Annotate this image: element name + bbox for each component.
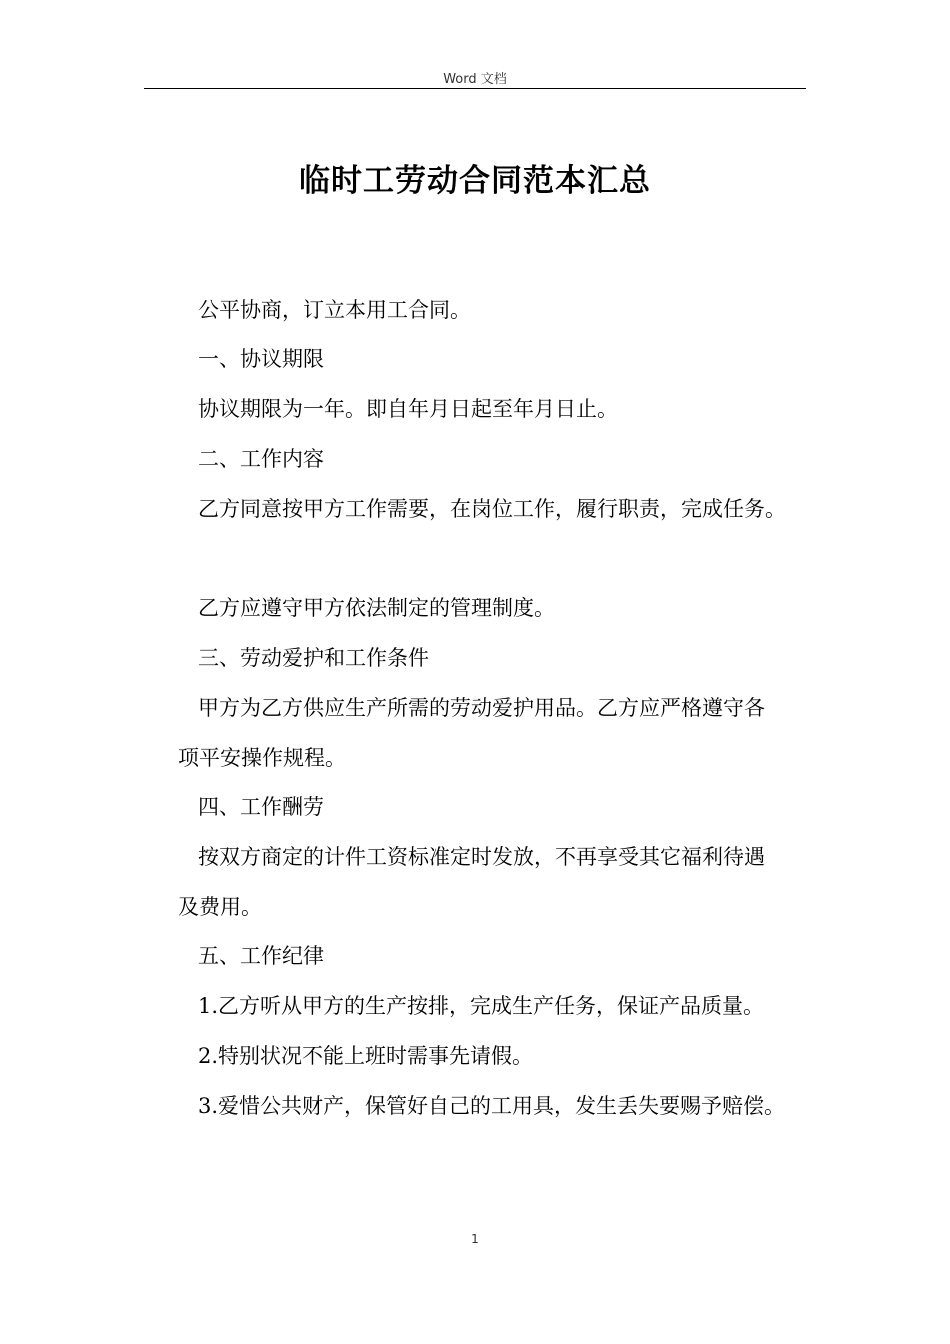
section-heading: 二、工作内容 [198,447,324,471]
page-number: 1 [471,1232,479,1246]
list-item: 1.乙方听从甲方的生产按排，完成生产任务，保证产品质量。 [198,994,765,1018]
paragraph: 公平协商，订立本用工合同。 [198,298,471,322]
paragraph-continuation: 及费用。 [178,895,262,919]
paragraph: 乙方应遵守甲方依法制定的管理制度。 [198,596,555,620]
header-divider [144,88,806,89]
paragraph: 协议期限为一年。即自年月日起至年月日止。 [198,397,618,421]
page-header: Word 文档 [443,72,507,87]
list-item: 3.爱惜公共财产，保管好自己的工用具，发生丢失要赐予赔偿。 [198,1094,786,1118]
section-heading: 四、工作酬劳 [198,795,324,819]
paragraph: 乙方同意按甲方工作需要，在岗位工作，履行职责，完成任务。 [198,497,786,521]
list-item: 2.特别状况不能上班时需事先请假。 [198,1044,534,1068]
document-title: 临时工劳动合同范本汇总 [299,163,651,199]
paragraph-continuation: 项平安操作规程。 [178,746,346,770]
paragraph: 甲方为乙方供应生产所需的劳动爱护用品。乙方应严格遵守各 [198,696,765,720]
section-heading: 五、工作纪律 [198,944,324,968]
paragraph: 按双方商定的计件工资标准定时发放，不再享受其它福利待遇 [198,845,765,869]
section-heading: 三、劳动爱护和工作条件 [198,646,429,670]
section-heading: 一、协议期限 [198,347,324,371]
